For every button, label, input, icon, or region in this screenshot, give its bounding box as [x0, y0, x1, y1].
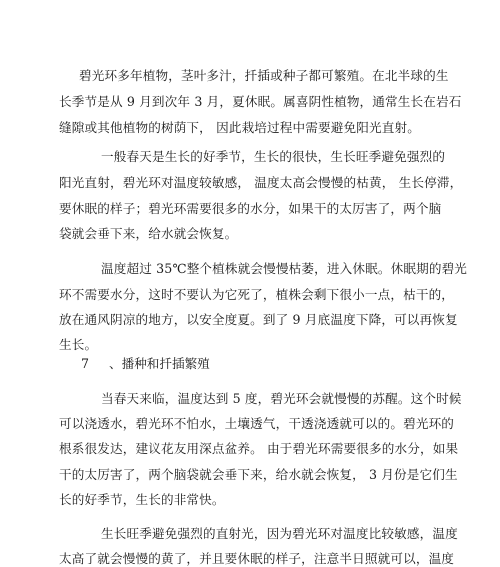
text-line: 缝隙或其他植物的树荫下， 因此栽培过程中需要避免阳光直射。	[59, 120, 420, 135]
text-line: 根系很发达，建议花友用深点盆养。 由于碧光环需要很多的水分，如果	[59, 441, 459, 456]
text-line: 长的好季节，生长的非常快。	[59, 492, 225, 507]
text-line: 要休眠的样子；碧光环需要很多的水分，如果干的太厉害了，两个脑	[59, 201, 442, 216]
text-line: 当春天来临，温度达到 5 度，碧光环会就慢慢的苏醒。这个时候	[101, 391, 462, 406]
text-line: 碧光环多年植物，茎叶多汁，扦插或种子都可繁殖。在北半球的生	[79, 68, 449, 83]
text-line: 一般春天是生长的好季节，生长的很快，生长旺季避免强烈的	[101, 149, 446, 164]
text-line: 环不需要水分，这时不要认为它死了，植株会剩下很小一点，枯干的，	[59, 287, 455, 302]
text-line: 阳光直射，碧光环对温度较敏感， 温度太高会慢慢的枯黄， 生长停滞，	[59, 175, 463, 190]
text-line: 放在通风阴凉的地方，以安全度夏。到了 9 月底温度下降，可以再恢复	[59, 312, 458, 327]
section-title: 、播种和扦插繁殖	[109, 356, 210, 371]
text-line: 太高了就会慢慢的黄了，并且要休眠的样子，注意半日照就可以，温度	[59, 551, 455, 566]
text-line: 温度超过 35℃整个植株就会慢慢枯萎，进入休眠。休眠期的碧光	[101, 261, 468, 276]
text-line: 袋就会垂下来，给水就会恢复。	[59, 226, 238, 241]
text-line: 长季节是从 9 月到次年 3 月，夏休眠。属喜阴性植物，通常生长在岩石	[59, 94, 462, 109]
text-line: 生长。	[59, 337, 98, 352]
text-line: 生长旺季避免强烈的直射光，因为碧光环对温度比较敏感，温度	[101, 526, 458, 541]
section-number: 7	[81, 356, 90, 371]
text-line: 干的太厉害了，两个脑袋就会垂下来，给水就会恢复， 3 月份是它们生	[59, 467, 458, 482]
text-line: 可以浇透水，碧光环不怕水，土壤透气，干透浇透就可以的。碧光环的	[59, 416, 455, 431]
